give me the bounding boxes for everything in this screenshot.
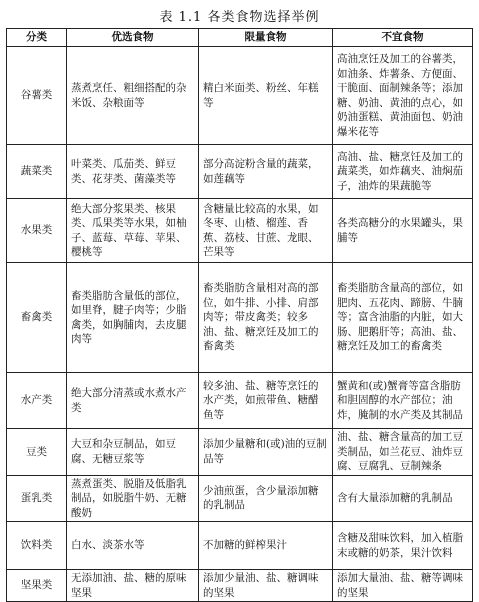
avoid-cell: 各类高糖分的水果罐头，果脯等 (333, 199, 473, 263)
avoid-cell: 高油、盐、糖烹饪及加工的蔬菜类，如炸藕夹、油焖茄子，油炸的果蔬脆等 (333, 145, 473, 199)
preferred-cell: 叶菜类、瓜茄类、鲜豆类、花芽类、菌藻类等 (67, 145, 199, 199)
table-row (7, 522, 473, 570)
avoid-cell: 高油烹饪及加工的谷薯类，如油条、炸薯条、方便面、干脆面、面制辣条等；添加糖、奶油、黄油的点心，如奶油蛋糕、黄油面包、奶油爆米花等 (333, 47, 473, 145)
limited-cell: 含糖量比较高的水果，如冬枣、山楂、榴莲、香蕉、荔枝、甘蔗、龙眼、芒果等 (199, 199, 333, 263)
table-row (7, 47, 473, 145)
category-cell: 蛋乳类 (7, 475, 67, 522)
category-cell: 饮料类 (7, 522, 67, 570)
header-avoid: 不宜食物 (333, 29, 473, 47)
table-row (7, 429, 473, 476)
table-title: 表 1.1 各类食物选择举例 (159, 10, 320, 25)
avoid-cell: 油、盐、糖含量高的加工豆类制品，如兰花豆、油炸豆腐、豆腐乳、豆制辣条 (333, 429, 473, 476)
table-row (7, 199, 473, 263)
category-cell: 水产类 (7, 373, 67, 429)
food-selection-table (6, 28, 473, 602)
preferred-cell: 蒸煮蛋类、脱脂及低脂乳制品，如脱脂牛奶、无糖酸奶 (67, 475, 199, 522)
table-row (7, 475, 473, 522)
limited-cell: 畜类脂肪含量相对高的部位，如牛排、小排、肩部肉等；带皮禽类；较多油、盐、糖烹饪及加工的畜禽类 (199, 263, 333, 373)
preferred-cell: 白水、淡茶水等 (67, 522, 199, 570)
limited-cell: 添加少量油、盐、糖调味的坚果 (199, 570, 333, 602)
preferred-cell: 畜类脂肪含量低的部位，如里脊，腱子肉等；少脂禽类，如胸脯肉，去皮腿肉等 (67, 263, 199, 373)
limited-cell: 不加糖的鲜榨果汁 (199, 522, 333, 570)
limited-cell: 较多油、盐、糖等烹饪的水产类，如煎带鱼、糖醋鱼等 (199, 373, 333, 429)
category-cell: 畜禽类 (7, 263, 67, 373)
limited-cell: 少油煎蛋，含少量添加糖的乳制品 (199, 475, 333, 522)
preferred-cell: 蒸煮烹任、粗细搭配的杂米饭、杂粮面等 (67, 47, 199, 145)
avoid-cell: 添加大量油、盐、糖等调味的坚果 (333, 570, 473, 602)
limited-cell: 添加少量糖和(或)油的豆制品等 (199, 429, 333, 476)
header-limited: 限量食物 (199, 29, 333, 47)
table-row (7, 263, 473, 373)
header-preferred: 优选食物 (67, 29, 199, 47)
avoid-cell: 畜类脂肪含量高的部位，如肥肉、五花肉、蹄膀、牛腩等；富含油脂的内脏，如大肠、肥鹅肝等；高油、盐、糖烹饪及加工的畜禽类 (333, 263, 473, 373)
limited-cell: 部分高淀粉含量的蔬菜，如莲藕等 (199, 145, 333, 199)
table-row (7, 570, 473, 602)
preferred-cell: 无添加油、盐、糖的原味坚果 (67, 570, 199, 602)
category-cell: 水果类 (7, 199, 67, 263)
header-row (7, 29, 473, 47)
category-cell: 谷薯类 (7, 47, 67, 145)
preferred-cell: 大豆和杂豆制品，如豆腐、无糖豆浆等 (67, 429, 199, 476)
preferred-cell: 绝大部分清蒸或水煮水产类 (67, 373, 199, 429)
header-category: 分类 (7, 29, 67, 47)
table-row (7, 373, 473, 429)
category-cell: 豆类 (7, 429, 67, 476)
table-row (7, 145, 473, 199)
avoid-cell: 含有大量添加糖的乳制品 (333, 475, 473, 522)
category-cell: 坚果类 (7, 570, 67, 602)
limited-cell: 精白米面类、粉丝、年糕等 (199, 47, 333, 145)
avoid-cell: 蟹黄和(或)蟹膏等富含脂肪和胆固醇的水产部位；油炸，腌制的水产类及其制品 (333, 373, 473, 429)
avoid-cell: 含糖及甜味饮料，加入植脂末或糖的奶茶，果汁饮料 (333, 522, 473, 570)
preferred-cell: 绝大部分浆果类、核果类、瓜果类等水果，如柚子、蓝莓、草莓、苹果、樱桃等 (67, 199, 199, 263)
category-cell: 蔬菜类 (7, 145, 67, 199)
